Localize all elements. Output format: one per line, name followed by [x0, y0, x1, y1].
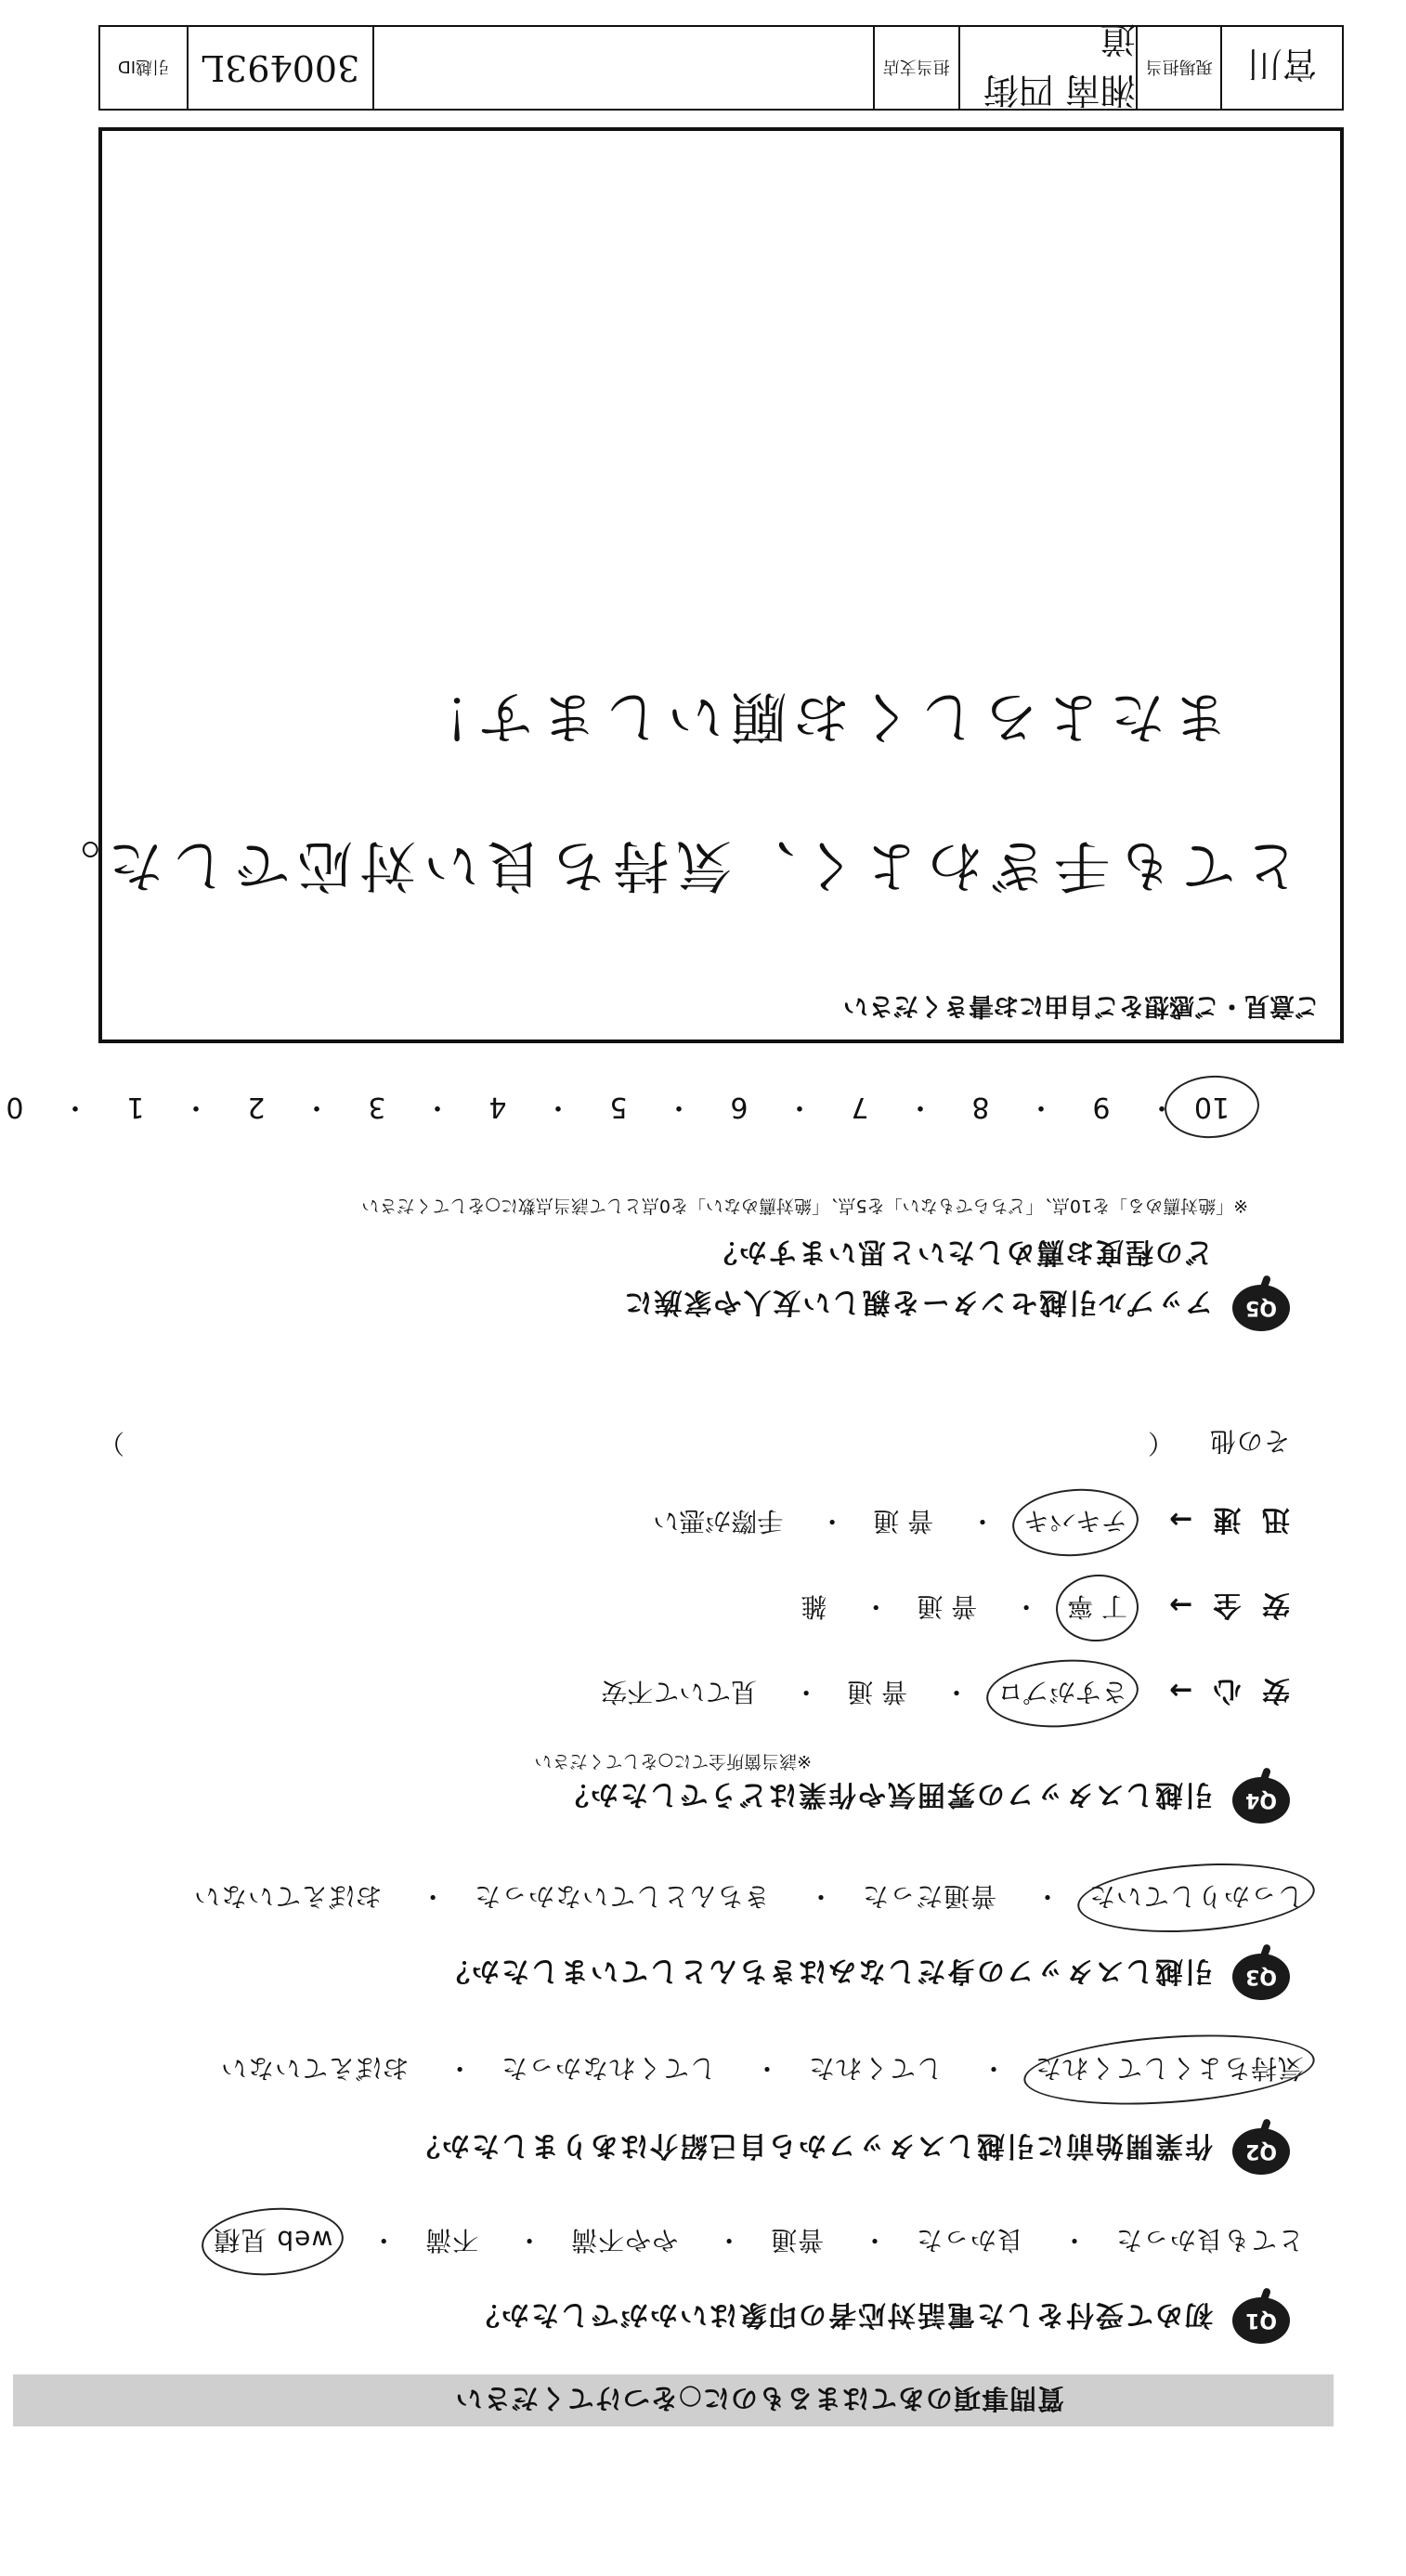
q2-option[interactable]: してくれなかった — [501, 2053, 717, 2084]
q4-row-label-text: 安 全 — [1207, 1589, 1290, 1621]
footer-id-label-cell — [100, 27, 187, 109]
q1-option[interactable]: 良かった — [916, 2225, 1024, 2256]
q4-row-label — [1164, 1502, 1290, 1543]
footer-blank-cell — [372, 27, 873, 109]
q3-option[interactable]: 普通だった — [862, 1881, 997, 1912]
footer-manager-label-cell — [1136, 27, 1220, 109]
manager-value: 宮川 — [1246, 44, 1318, 85]
q5-question-line1: アップル引越センターを親しい友人や家族に — [622, 1286, 1213, 1318]
q5-scale: 10・9・8・7・6・5・4・3・2・1・0 — [0, 1090, 1248, 1131]
instruction-text: 質問事項のあてはまるものに○をつけてください — [454, 2383, 1064, 2415]
q4-row-label-text: 迅 速 — [1207, 1503, 1290, 1536]
q3-question: 引越しスタッフの身だしなみはきちんとしていましたか？ — [440, 1955, 1213, 1987]
q4-other-open: （ — [1147, 1428, 1174, 1458]
q1-option[interactable]: 不満 — [424, 2225, 479, 2256]
q5-question-line2: どの程度お薦めしたいと思いますか？ — [708, 1236, 1213, 1268]
q4-option-selected[interactable]: 丁 寧 — [1067, 1589, 1127, 1627]
q1-option[interactable]: とても良かった — [1114, 2225, 1304, 2256]
q5-score[interactable]: 3 — [368, 1091, 386, 1123]
q4-option[interactable]: 普 通 — [847, 1677, 908, 1707]
q3-option-selected[interactable]: しっかりしていた — [1088, 1879, 1304, 1916]
q3-options: しっかりしていた・ 普通だった・ きちんとしていなかった・ おぼえていない — [193, 1879, 1304, 1916]
footer-manager-value-cell — [1220, 27, 1342, 109]
instruction-banner — [13, 2374, 1334, 2426]
q5-score-selected[interactable]: 10 — [1176, 1091, 1248, 1123]
footer-id-value-cell — [187, 27, 372, 109]
q4-option-selected[interactable]: テキパキ — [1023, 1504, 1127, 1541]
comment-line: またよろしくお願いします！ — [408, 684, 1229, 749]
branch-value: 湘南 四街道 — [983, 19, 1136, 111]
q4-option[interactable]: 普 通 — [917, 1591, 978, 1622]
q1-badge — [1232, 2297, 1290, 2344]
q5-score[interactable]: 7 — [851, 1091, 869, 1123]
id-label: 引越ID — [117, 57, 170, 76]
q2-badge — [1232, 2128, 1290, 2175]
q4-other-label: その他 — [1208, 1426, 1290, 1457]
q1-option[interactable]: やや不満 — [570, 2225, 679, 2256]
q4-row-label — [1164, 1673, 1290, 1714]
q4-option[interactable]: 普 通 — [873, 1506, 934, 1536]
q5-score[interactable]: 8 — [971, 1091, 990, 1123]
footer-table — [98, 19, 1344, 111]
q4-option-selected[interactable]: さすがプロ — [997, 1675, 1127, 1712]
arrow-icon: → — [1163, 1503, 1193, 1536]
id-value: 300493L — [201, 47, 360, 88]
q5-note: ※「絶対薦める」を10点、「どちらでもない」を5点、「絶対薦めない」を0点として該当点数に○をしてください — [361, 1196, 1248, 1216]
q5-score[interactable]: 0 — [6, 1091, 24, 1123]
q2-option[interactable]: おぼえていない — [220, 2053, 410, 2084]
q4-badge-label: Q4 — [1245, 1788, 1278, 1812]
q3-badge — [1232, 1954, 1290, 2000]
q2-badge-label: Q2 — [1245, 2139, 1278, 2164]
arrow-icon: → — [1163, 1589, 1193, 1621]
q3-option[interactable]: きちんとしていなかった — [474, 1881, 771, 1912]
q3-option[interactable]: おぼえていない — [193, 1881, 383, 1912]
q1-options: とても良かった・ 良かった・ 普通・ やや不満・ 不満・ web 見積 — [214, 2223, 1305, 2260]
q1-question: 初めて受付をした電話対応者の印象はいかがでしたか？ — [470, 2298, 1213, 2331]
q5-score[interactable]: 5 — [609, 1091, 628, 1123]
q4-option[interactable]: 雑 — [801, 1591, 827, 1622]
manager-label: 現場担当 — [1145, 57, 1213, 76]
q5-score[interactable]: 4 — [488, 1091, 507, 1123]
q2-option-selected[interactable]: 気持ちよくしてくれた — [1035, 2051, 1304, 2088]
q5-score[interactable]: 6 — [730, 1091, 749, 1123]
q1-option[interactable]: 普通 — [770, 2225, 825, 2256]
q2-options: 気持ちよくしてくれた・ してくれた・ してくれなかった・ おぼえていない — [220, 2051, 1304, 2088]
footer-branch-label-cell — [873, 27, 957, 109]
comment-line: とても手ぎわよく、気持ち良い対応でした。 — [37, 832, 1299, 897]
q4-row-options: さすがプロ・ 普 通・ 見ていて不安 — [601, 1675, 1127, 1712]
q2-option[interactable]: してくれた — [808, 2053, 944, 2084]
q4-other-close: ） — [98, 1428, 124, 1458]
footer-branch-value-cell — [958, 19, 1136, 111]
q5-badge — [1232, 1285, 1290, 1331]
q2-question: 作業開始前に引越しスタッフから自己紹介はありましたか？ — [410, 2129, 1213, 2162]
q4-option[interactable]: 見ていて不安 — [601, 1677, 758, 1707]
q4-row-options: 丁 寧・ 普 通・ 雑 — [801, 1589, 1127, 1627]
q4-row-options: テキパキ・ 普 通・ 手際が悪い — [653, 1504, 1127, 1541]
q1-badge-label: Q1 — [1245, 2308, 1278, 2333]
q1-option-selected[interactable]: web 見積 — [214, 2223, 333, 2260]
q4-note: ※該当箇所全てに○をしてください — [534, 1751, 812, 1772]
q4-row-label-text: 安 心 — [1207, 1674, 1290, 1706]
q4-option[interactable]: 手際が悪い — [653, 1506, 784, 1536]
comment-title: ご意見・ご感想をご自由にお書きください — [843, 991, 1320, 1020]
arrow-icon: → — [1163, 1674, 1193, 1706]
q5-score[interactable]: 1 — [126, 1091, 145, 1123]
q5-score[interactable]: 9 — [1092, 1091, 1111, 1123]
q5-score[interactable]: 2 — [247, 1091, 266, 1123]
q4-row-label — [1164, 1588, 1290, 1628]
q5-badge-label: Q5 — [1245, 1296, 1278, 1320]
q3-badge-label: Q3 — [1245, 1965, 1278, 1989]
q4-question: 引越しスタッフの雰囲気や作業はどうでしたか？ — [559, 1778, 1213, 1811]
comment-box[interactable] — [37, 127, 1344, 1043]
q4-badge — [1232, 1777, 1290, 1824]
branch-label: 担当支店 — [882, 57, 950, 76]
